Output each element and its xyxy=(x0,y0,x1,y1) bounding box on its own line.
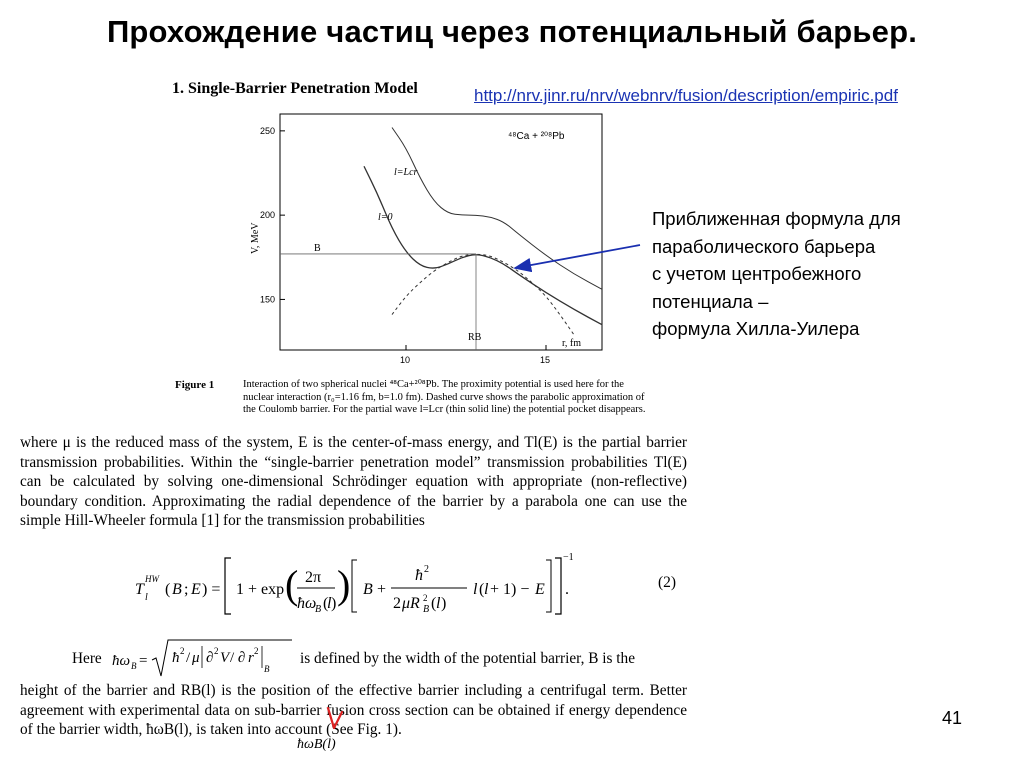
svg-text:ħ: ħ xyxy=(172,650,180,666)
svg-text:μ: μ xyxy=(192,650,200,666)
curve-l-lcr xyxy=(392,127,602,289)
curve-label-l0: l=0 xyxy=(378,212,393,223)
svg-text:E: E xyxy=(535,581,545,598)
svg-text:.: . xyxy=(565,581,569,598)
annotation-line: с учетом центробежного xyxy=(652,263,862,284)
red-pen-mark xyxy=(324,706,348,732)
svg-text:/ ∂: / ∂ xyxy=(230,650,246,666)
svg-text:l: l xyxy=(327,595,332,612)
equation-number: (2) xyxy=(658,574,677,591)
svg-text:ħ: ħ xyxy=(415,567,423,584)
annotation-line: формула Хилла-Уилера xyxy=(652,318,860,339)
slide-title: Прохождение частиц через потенциальный барьер. xyxy=(106,14,918,49)
hill-wheeler-formula xyxy=(135,552,695,624)
y-axis-label: V, MeV xyxy=(250,222,261,254)
paragraph-1 xyxy=(20,433,687,531)
svg-text:2: 2 xyxy=(254,646,259,656)
svg-text:E: E xyxy=(191,581,201,598)
figure-chart xyxy=(230,102,610,374)
x-axis-label: r, fm xyxy=(562,338,582,349)
y-tick-label: 150 xyxy=(260,294,276,305)
page-number: 41 xyxy=(942,708,963,728)
svg-text:+: + xyxy=(377,581,387,598)
svg-text:l: l xyxy=(436,595,441,612)
svg-text:/: / xyxy=(186,650,191,666)
svg-text:+ 1) −: + 1) − xyxy=(490,581,530,598)
svg-text:μR: μR xyxy=(402,595,420,612)
annotation-text xyxy=(652,205,901,343)
svg-text:B: B xyxy=(423,604,430,615)
svg-text:B: B xyxy=(172,581,182,598)
svg-text:): ) xyxy=(331,595,337,612)
figure-label: Figure 1 xyxy=(175,379,215,391)
svg-text:B: B xyxy=(315,604,322,615)
svg-text:T: T xyxy=(135,581,144,598)
curve-label-lcr: l=Lcr xyxy=(394,167,418,178)
caption-line: Interaction of two spherical nuclei ⁴⁸Ca+²⁰⁸Pb. The proximity potential is used here for the xyxy=(243,379,624,390)
figure-caption xyxy=(243,379,673,417)
svg-text:ħω: ħω xyxy=(112,653,131,669)
caption-line: the Coulomb barrier. For the partial wave l=Lcr (thin solid line) the potential pocket disappears. xyxy=(243,404,646,415)
svg-text:V: V xyxy=(220,650,230,666)
svg-text:(: ( xyxy=(165,581,171,598)
plot-frame xyxy=(280,114,602,350)
section-heading: 1. Single-Barrier Penetration Model xyxy=(172,80,418,97)
svg-text:B: B xyxy=(264,664,270,674)
svg-text:l: l xyxy=(473,581,478,598)
annotation-line: потенциала – xyxy=(652,290,769,312)
svg-text:2: 2 xyxy=(393,595,401,612)
svg-text:(: ( xyxy=(479,581,485,598)
svg-text:1 + exp: 1 + exp xyxy=(236,581,285,598)
paragraph-1-text: where μ is the reduced mass of the system, E is the center-of-mass energy, and Tl(E) is the partial barrier transmission probabilities. Within the “single-barrier penetration model” transmission probabilities Tl(E) can be calculated by solving one-dimensional Schrödinger equation with appropriate (non-reflective) boundary condition. Approximating the radial dependence of the barrier by a parabola one can use the simple Hill-Wheeler formula [1] for the transmission probabilities xyxy=(20,434,687,529)
svg-text:2: 2 xyxy=(423,593,428,603)
svg-text:(: ( xyxy=(323,595,329,612)
svg-text:(: ( xyxy=(285,562,299,607)
annotation-line: параболического барьера xyxy=(652,235,876,257)
x-tick-label: 10 xyxy=(400,355,411,365)
here-prefix: Here xyxy=(72,650,102,667)
barrier-height-label: B xyxy=(314,242,321,254)
annotation-line: Приближенная формула для xyxy=(652,208,901,229)
caption-line: nuclear interaction (r₀=1.16 fm, b=1.0 fm). Dashed curve shows the parabolic approximation of xyxy=(243,391,645,403)
svg-text:l: l xyxy=(484,581,489,598)
source-link[interactable]: http://nrv.jinr.ru/nrv/webnrv/fusion/description/empiric.pdf xyxy=(474,86,898,105)
y-tick-label: 200 xyxy=(260,210,276,221)
reaction-label: ⁴⁸Ca + ²⁰⁸Pb xyxy=(508,131,565,142)
y-tick-label: 250 xyxy=(260,125,276,136)
svg-text:HW: HW xyxy=(145,574,159,584)
svg-text:B: B xyxy=(131,661,137,671)
omega-definition xyxy=(112,638,292,680)
svg-text:=: = xyxy=(139,653,148,669)
svg-text:) =: ) = xyxy=(202,581,221,598)
footer-formula-fragment: ħωB(l) xyxy=(297,737,336,752)
svg-text:2π: 2π xyxy=(305,569,322,586)
paragraph-2 xyxy=(20,681,687,740)
svg-text:ħω: ħω xyxy=(297,595,317,612)
svg-text:l: l xyxy=(145,592,148,603)
curve-parabolic-approximation xyxy=(392,254,574,334)
svg-text:−1: −1 xyxy=(563,552,574,563)
svg-text:): ) xyxy=(337,562,351,607)
here-line xyxy=(72,638,692,680)
svg-text:2: 2 xyxy=(424,564,429,575)
svg-text:2: 2 xyxy=(180,646,185,656)
svg-text:r: r xyxy=(248,650,254,666)
barrier-radius-label: RB xyxy=(468,332,482,343)
svg-text:): ) xyxy=(441,595,447,612)
curve-l-0 xyxy=(364,166,602,324)
svg-text:2: 2 xyxy=(214,646,219,656)
svg-text:∂: ∂ xyxy=(206,650,214,666)
svg-text:;: ; xyxy=(184,581,189,598)
svg-text:B: B xyxy=(363,581,373,598)
here-suffix: is defined by the width of the potential barrier, B is the xyxy=(300,650,635,667)
paragraph-2-text: height of the barrier and RB(l) is the position of the effective barrier including a centrifugal term. Better agreement with experimental data on sub-barrier fusion cross section can be obtained if energy dependence of the barrier width, ħωB(l), is taken into account (See Fig. 1). xyxy=(20,682,687,738)
x-tick-label: 15 xyxy=(540,355,551,365)
svg-text:(: ( xyxy=(431,595,437,612)
